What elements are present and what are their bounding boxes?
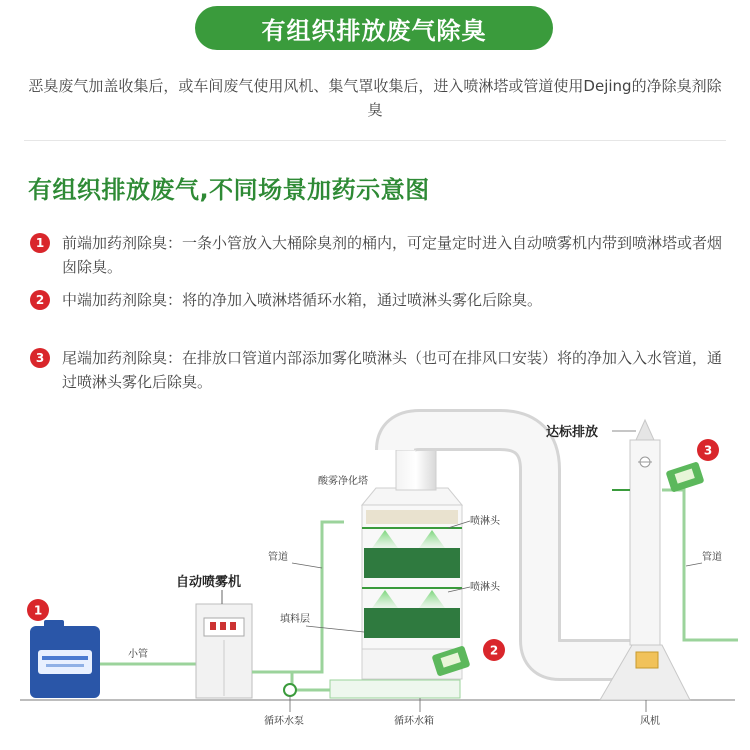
pump-label: 循环水泵 bbox=[264, 716, 304, 727]
packing-layer-upper bbox=[364, 548, 460, 578]
packing-label: 填料层 bbox=[280, 614, 310, 625]
tank-label: 循环水箱 bbox=[394, 716, 434, 727]
fan-icon bbox=[636, 652, 658, 668]
point-number-badge: 3 bbox=[30, 348, 50, 368]
discharge-label: 达标排放 bbox=[546, 425, 599, 440]
circulation-tank bbox=[330, 680, 460, 698]
left-pipe bbox=[292, 522, 344, 672]
point-text: 尾端加药剂除臭：在排放口管道内部添加雾化喷淋头（也可在排风口安装）将的净加入入水管道，通过喷淋头雾化后除臭。 bbox=[62, 349, 723, 391]
fan-label: 风机 bbox=[640, 716, 660, 727]
auto-sprayer bbox=[196, 604, 252, 698]
intro-text: 恶臭废气加盖收集后，或车间废气使用风机、集气罩收集后，进入喷淋塔或管道使用Dejing的净除臭剂除臭 bbox=[28, 77, 722, 119]
point-number-badge: 1 bbox=[30, 233, 50, 253]
right-pipe bbox=[662, 490, 738, 640]
spray-head-1-label: 喷淋头 bbox=[470, 516, 500, 527]
spray-head-2-label: 喷淋头 bbox=[470, 582, 500, 593]
chemical-bottle-3 bbox=[665, 461, 704, 492]
pipe-right-label: 管道 bbox=[702, 552, 722, 563]
badge-2 bbox=[483, 639, 505, 661]
scrubber-tower bbox=[362, 488, 462, 679]
tower-label: 酸雾净化塔 bbox=[318, 476, 368, 487]
badge-1 bbox=[27, 599, 49, 621]
packing-layer-lower bbox=[364, 608, 460, 638]
pump-icon bbox=[284, 684, 296, 696]
point-text: 中端加药剂除臭：将的净加入喷淋塔循环水箱，通过喷淋头雾化后除臭。 bbox=[62, 291, 543, 309]
drum-label-icon bbox=[38, 650, 92, 674]
auto-sprayer-label: 自动喷雾机 bbox=[176, 575, 242, 590]
page-title: 有组织排放废气除臭 bbox=[261, 16, 487, 45]
point-number-badge: 2 bbox=[30, 290, 50, 310]
point-text: 前端加药剂除臭：一条小管放入大桶除臭剂的桶内，可定量定时进入自动喷雾机内带到喷淋塔或者烟囱除臭。 bbox=[62, 234, 723, 276]
svg-text:1: 1 bbox=[33, 603, 43, 618]
chemical-drum bbox=[30, 620, 100, 698]
pipe-left-label: 管道 bbox=[268, 552, 288, 563]
svg-text:2: 2 bbox=[489, 643, 499, 658]
section-title: 有组织排放废气,不同场景加药示意图 bbox=[28, 176, 430, 204]
svg-text:3: 3 bbox=[703, 443, 713, 458]
badge-3 bbox=[697, 439, 719, 461]
small-pipe-label: 小管 bbox=[128, 649, 148, 660]
